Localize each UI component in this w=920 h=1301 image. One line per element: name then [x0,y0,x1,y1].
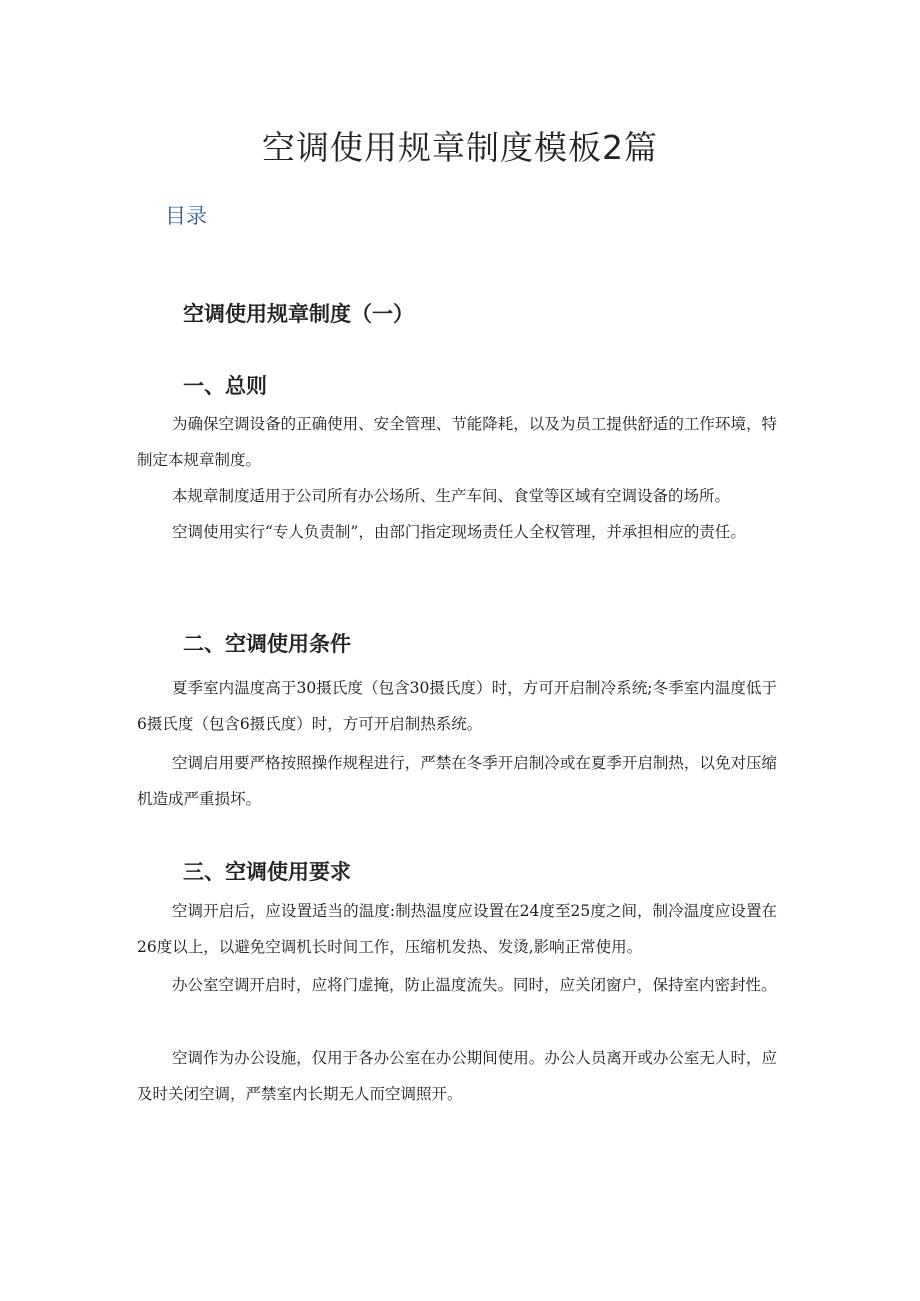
paragraph: 为确保空调设备的正确使用、安全管理、节能降耗，以及为员工提供舒适的工作环境，特制定本规章制度。 [137,415,777,469]
paragraph: 夏季室内温度高于30摄氏度（包含30摄氏度）时，方可开启制冷系统;冬季室内温度低于6摄氏度（包含6摄氏度）时，方可开启制热系统。 [137,679,777,733]
section-heading-usage-requirements: 三、空调使用要求 [183,860,351,884]
section-heading-usage-conditions: 二、空调使用条件 [183,632,351,656]
paragraph: 空调使用实行“专人负责制”，由部门指定现场责任人全权管理，并承担相应的责任。 [172,523,746,541]
part-title: 空调使用规章制度（一） [183,302,414,326]
toc-heading: 目录 [165,204,207,228]
paragraph: 空调启用要严格按照操作规程进行，严禁在冬季开启制冷或在夏季开启制热，以免对压缩机造成严重损坏。 [137,754,777,808]
paragraph: 本规章制度适用于公司所有办公场所、生产车间、食堂等区域有空调设备的场所。 [172,487,731,505]
section-heading-general: 一、总则 [183,374,267,398]
paragraph: 空调作为办公设施，仅用于各办公室在办公期间使用。办公人员离开或办公室无人时，应及时关闭空调，严禁室内长期无人而空调照开。 [137,1049,777,1103]
document-title: 空调使用规章制度模板2篇 [262,128,658,167]
paragraph: 办公室空调开启时，应将门虚掩，防止温度流失。同时，应关闭窗户，保持室内密封性。 [172,976,777,994]
paragraph: 空调开启后，应设置适当的温度:制热温度应设置在24度至25度之间，制冷温度应设置在26度以上，以避免空调机长时间工作，压缩机发热、发烫,影响正常使用。 [137,902,777,956]
